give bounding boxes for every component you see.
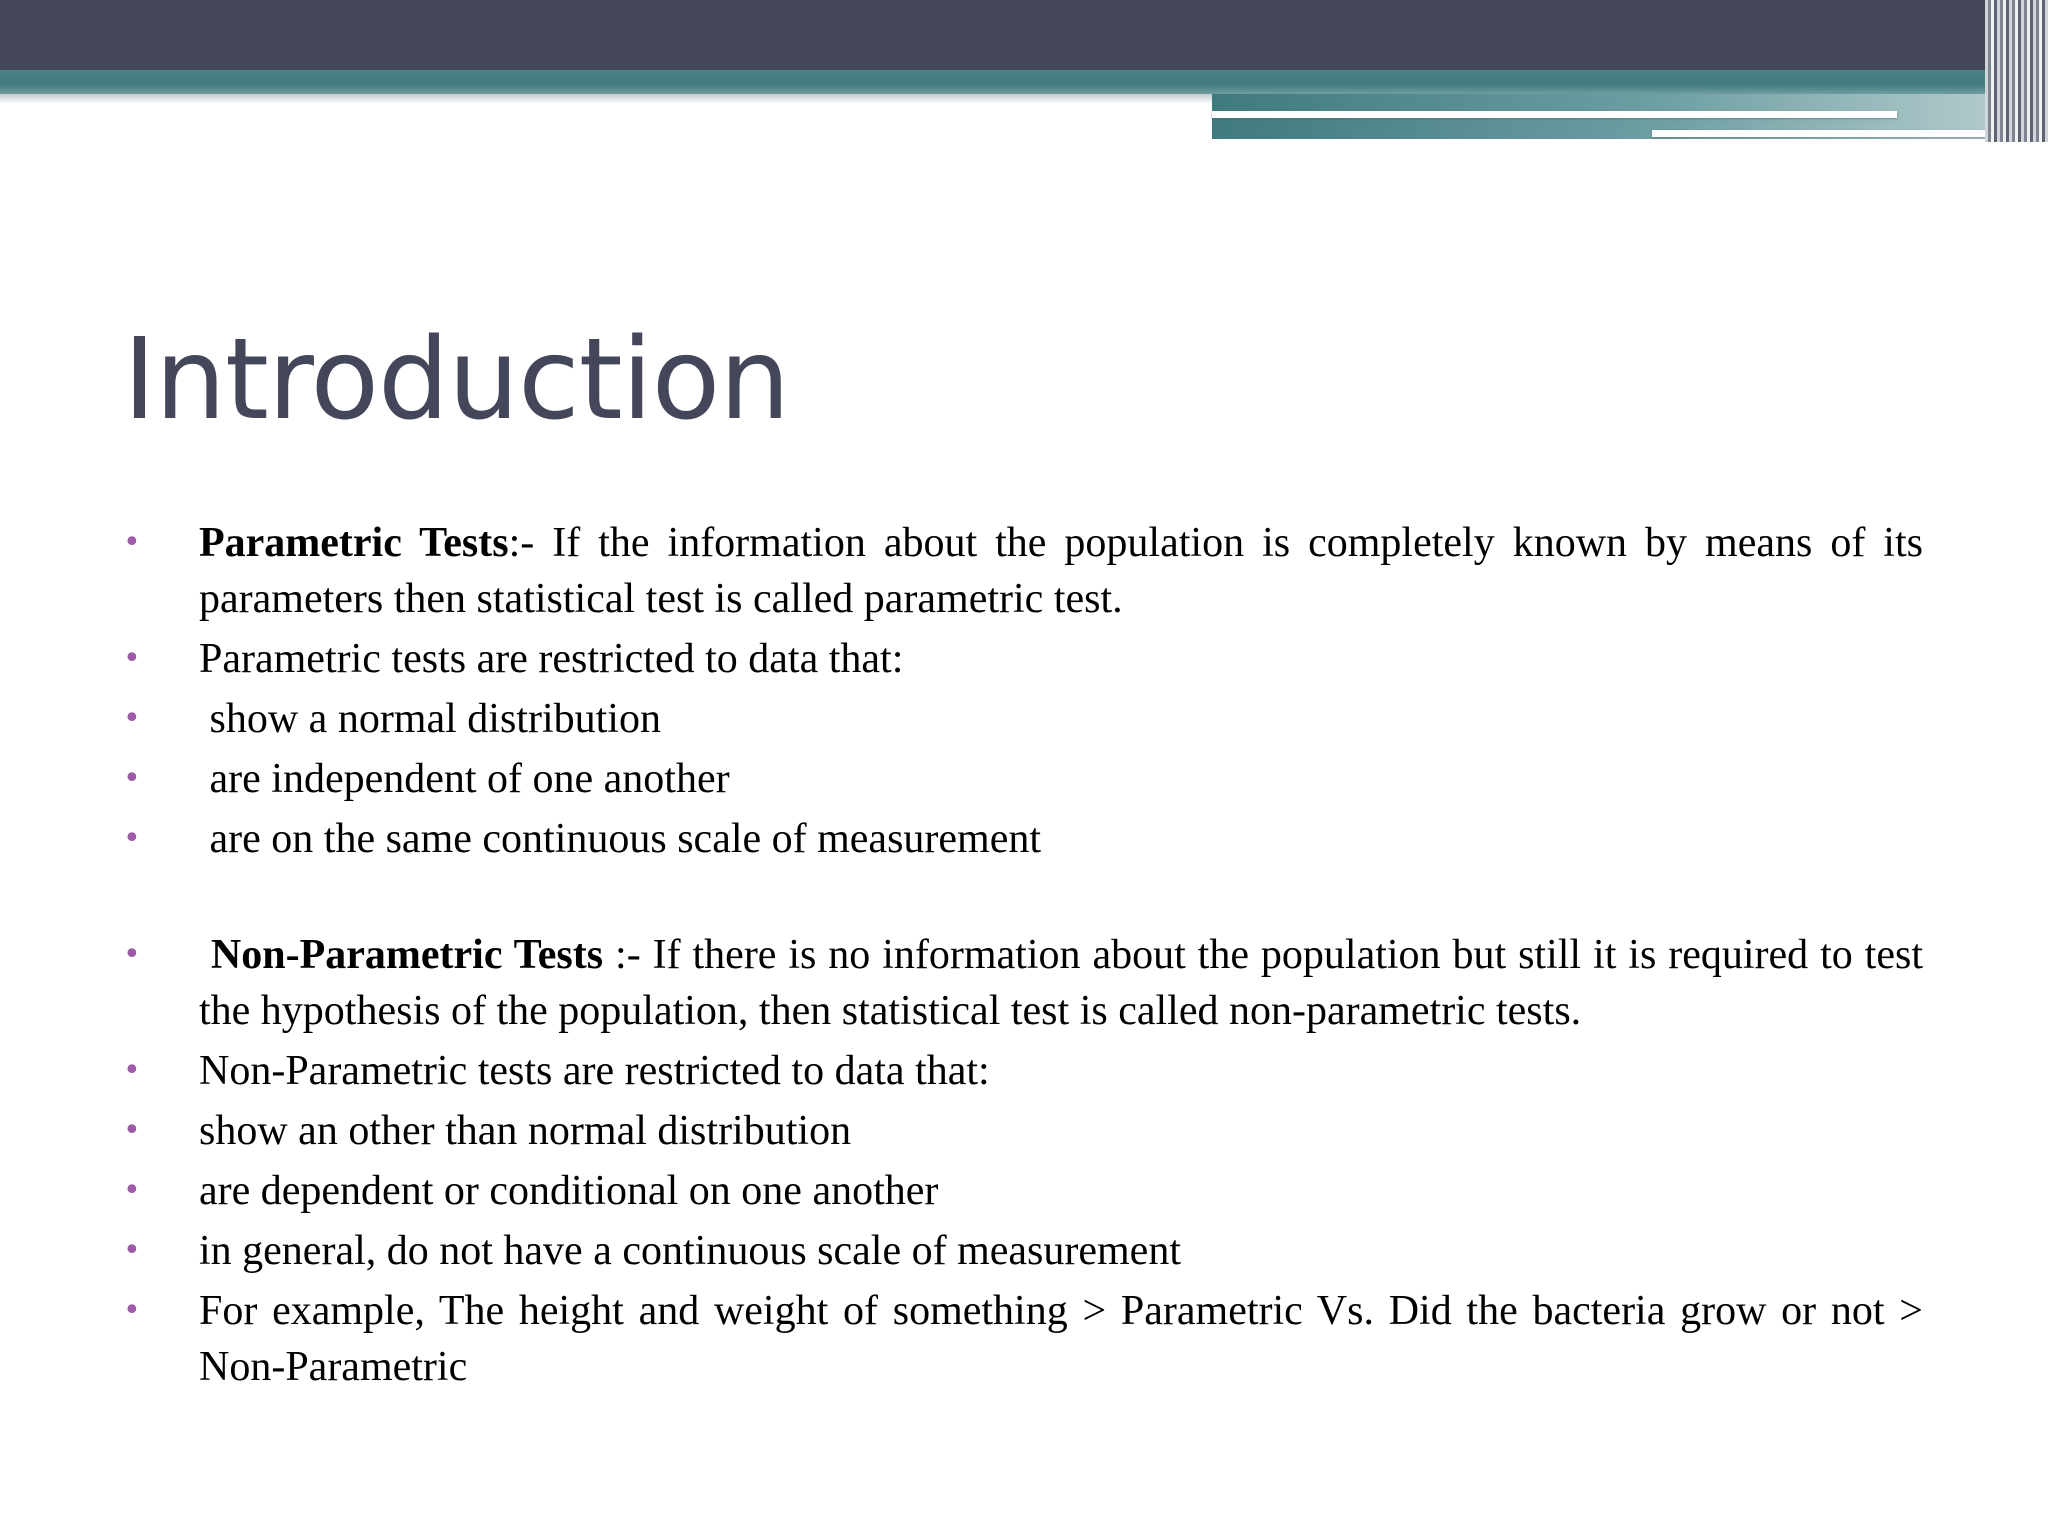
bullet-body: are on the same continuous scale of measurement [199,816,1042,862]
bullet-item [123,1103,1923,1159]
header-stripes [1985,0,2048,142]
bullet-body: are dependent or conditional on one another [199,1168,939,1214]
bullet-dot-icon: • [123,1053,141,1088]
header-accent-line-short [1652,130,2012,137]
bullet-bold-term: Non-Parametric Tests [199,932,604,978]
bullet-body: :- If there is no information about the population but still it is required to test the hypothesis of the population, then statistical test is called non-parametric tests. [199,932,1923,1034]
bullet-item [123,751,1923,807]
header-teal-band [0,70,2048,94]
bullet-item [123,811,1923,867]
bullet-body: :- If the information about the population is completely known by means of its parameters then statistical test is called parametric test. [199,520,1923,622]
bullet-dot-icon: • [123,641,141,676]
bullet-item [123,691,1923,747]
bullet-dot-icon: • [123,761,141,796]
header-dark-band [0,0,2048,70]
header-shadow [0,94,1212,104]
bullet-body: are independent of one another [199,756,730,802]
header-accent-line [1212,111,1897,118]
bullet-dot-icon: • [123,701,141,736]
bullet-list [123,515,1923,1399]
bullet-dot-icon: • [123,525,141,560]
bullet-body: show a normal distribution [199,696,661,742]
bullet-body: show an other than normal distribution [199,1108,852,1154]
bullet-item [123,1163,1923,1219]
slide-title: Introduction [123,315,790,445]
bullet-dot-icon: • [123,1173,141,1208]
bullet-text [199,515,1923,627]
bullet-item [123,631,1923,687]
bullet-body: in general, do not have a continuous scale of measurement [199,1228,1181,1274]
bullet-body: Non-Parametric tests are restricted to data that: [199,1048,990,1094]
bullet-bold-term: Parametric Tests [199,520,509,566]
bullet-dot-icon: • [123,937,141,972]
bullet-body: Parametric tests are restricted to data that: [199,636,904,682]
bullet-dot-icon: • [123,1113,141,1148]
bullet-item [123,927,1923,1039]
bullet-dot-icon: • [123,821,141,856]
bullet-dot-icon: • [123,1233,141,1268]
bullet-text [199,927,1923,1039]
bullet-item [123,1283,1923,1395]
bullet-dot-icon: • [123,1293,141,1328]
bullet-body: For example, The height and weight of something > Parametric Vs. Did the bacteria grow or not > Non-Parametric [199,1288,1923,1390]
bullet-item [123,1223,1923,1279]
bullet-item [123,1043,1923,1099]
bullet-item [123,515,1923,627]
